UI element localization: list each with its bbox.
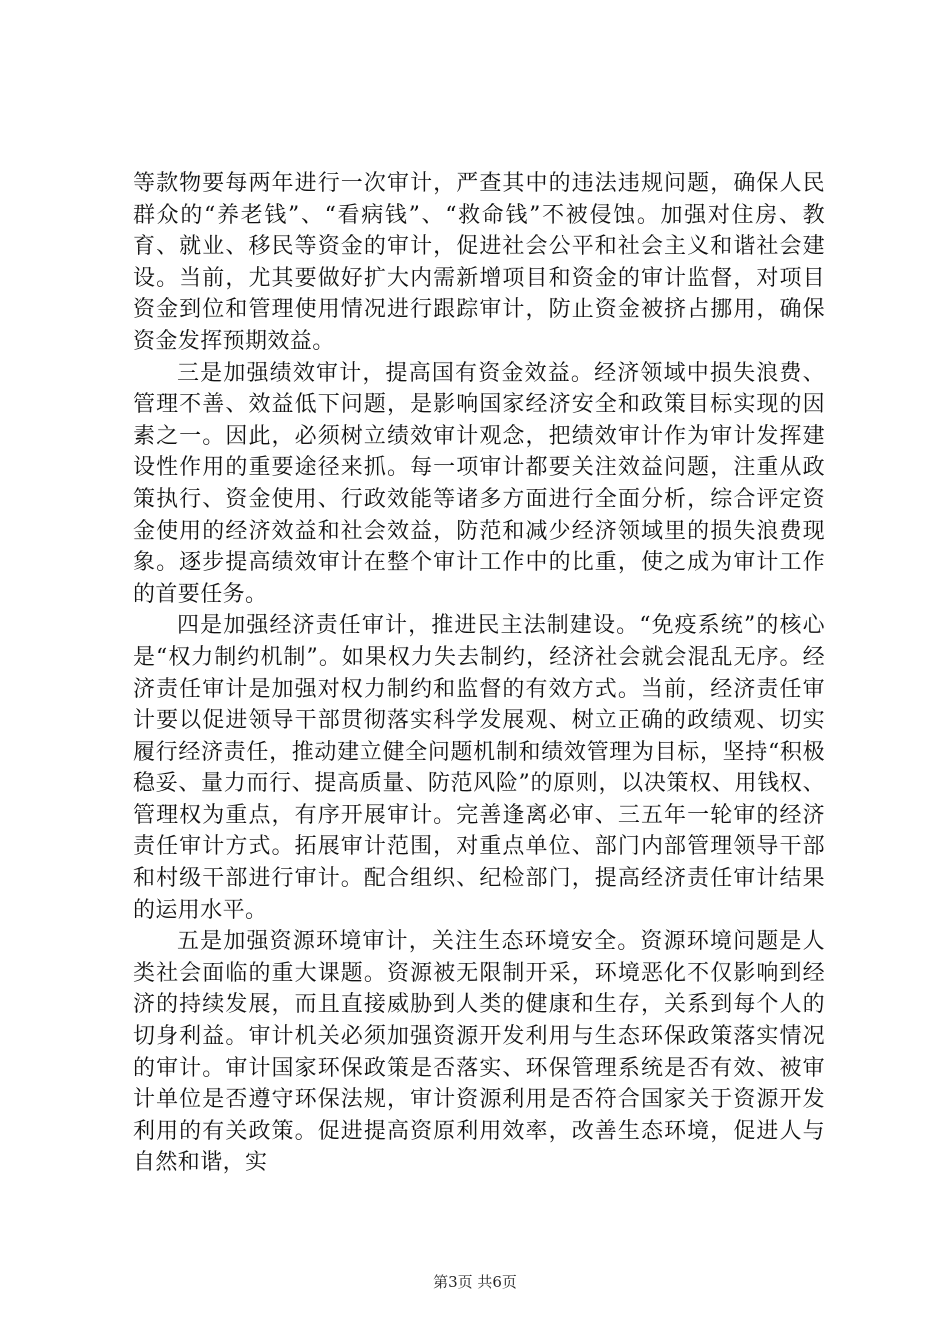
paragraph-continuation: 等款物要每两年进行一次审计，严查其中的违法违规问题，确保人民群众的“养老钱”、“看病钱”、“救命钱”不被侵蚀。加强对住房、教育、就业、移民等资金的审计，促进社会公平和社会主义和谐社会建设。当前，尤其要做好扩大内需新增项目和资金的审计监督，对项目资金到位和管理使用情况进行跟踪审计，防止资金被挤占挪用，确保资金发挥预期效益。 xyxy=(133,171,825,354)
document-body xyxy=(133,168,825,1179)
paragraph-resource-environment-audit: 五是加强资源环境审计，关注生态环境安全。资源环境问题是人类社会面临的重大课题。资源被无限制开采，环境恶化不仅影响到经济的持续发展，而且直接威胁到人类的健康和生存，关系到每个人的切身利益。审计机关必须加强资源开发利用与生态环保政策落实情况的审计。审计国家环保政策是否落实、环保管理系统是否有效、被审计单位是否遵守环保法规，审计资源利用是否符合国家关于资源开发利用的有关政策。促进提高资原利用效率，改善生态环境，促进人与自然和谐，实 xyxy=(133,929,825,1176)
page-number-footer: 第3页 共6页 xyxy=(433,1273,517,1291)
paragraph-economic-responsibility-audit: 四是加强经济责任审计，推进民主法制建设。“免疫系统”的核心是“权力制约机制”。如果权力失去制约，经济社会就会混乱无序。经济责任审计是加强对权力制约和监督的有效方式。当前，经济责任审计要以促进领导干部贯彻落实科学发展观、树立正确的政绩观、切实履行经济责任，推动建立健全问题机制和绩效管理为目标，坚持“积极稳妥、量力而行、提高质量、防范风险”的原则，以决策权、用钱权、管理权为重点，有序开展审计。完善逢离必审、三五年一轮审的经济责任审计方式。拓展审计范围，对重点单位、部门内部管理领导干部和村级干部进行审计。配合组织、纪检部门，提高经济责任审计结果的运用水平。 xyxy=(133,613,825,923)
paragraph-performance-audit: 三是加强绩效审计，提高国有资金效益。经济领域中损失浪费、管理不善、效益低下问题，是影响国家经济安全和政策目标实现的因素之一。因此，必须树立绩效审计观念，把绩效审计作为审计发挥建设性作用的重要途径来抓。每一项审计都要关注效益问题，注重从政策执行、资金使用、行政效能等诸多方面进行全面分析，综合评定资金使用的经济效益和社会效益，防范和减少经济领域里的损失浪费现象。逐步提高绩效审计在整个审计工作中的比重，使之成为审计工作的首要任务。 xyxy=(133,360,825,607)
